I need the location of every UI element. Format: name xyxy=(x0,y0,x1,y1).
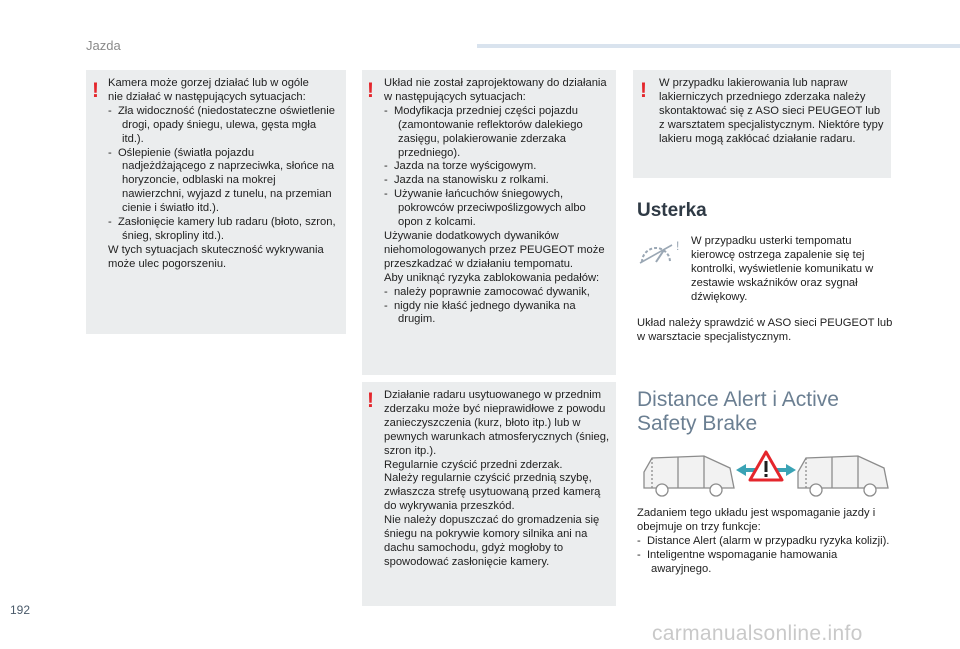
page-number: 192 xyxy=(10,603,31,617)
bullet-item: - Distance Alert (alarm w przypadku ryzyka kolizji). xyxy=(637,535,890,547)
bullet-item: - Używanie łańcuchów śniegowych, pokrowców przeciwpoślizgowych albo opon z kolcami. xyxy=(384,188,586,229)
bullet-item: - Zła widoczność (niedostateczne oświetlenie drogi, opady śniegu, ulewa, gęsta mgła itd.). xyxy=(108,104,335,145)
bullet-item: - Jazda na stanowisku z rolkami. xyxy=(384,174,549,187)
usterka-icon-text: W przypadku usterki tempomatu kierowcę ostrzega zapalenie się tej kontrolki, wyświetlenie komunikatu w zestawie wskaźników oraz sygnał dźwiękowy. xyxy=(691,235,874,303)
rear-car-icon xyxy=(644,456,734,496)
paragraph-line: W tych sytuacjach skuteczność wykrywania może ulec pogorszeniu. xyxy=(108,243,324,270)
bullet-item: - Jazda na torze wyścigowym. xyxy=(384,160,537,173)
camera-warning-text xyxy=(108,77,340,272)
distance-alert-title: Distance Alert i Active Safety Brake xyxy=(637,388,839,435)
warning-icon: ! xyxy=(92,79,99,102)
design-warning-text xyxy=(384,77,612,327)
paragraph-line: W przypadku lakierowania lub napraw lakierniczych przedniego zderzaka należy skontaktować się z ASO sieci PEUGEOT lub z warsztatem specjalistycznym. Niektóre typy lakieru mogą zakłócać działanie radaru. xyxy=(659,77,884,145)
bullet-item: - Zasłonięcie kamery lub radaru (błoto, szron, śnieg, skropliny itd.). xyxy=(108,216,336,242)
paragraph-line: Działanie radaru usytuowanego w przednim zderzaku może być nieprawidłowe z powodu zanieczyszczenia (kurz, błoto itp.) lub w pewnych warunkach atmosferycznych (śnieg, szron itp.). xyxy=(384,389,610,457)
paragraph-line: Kamera może gorzej działać lub w ogóle xyxy=(108,77,309,89)
paragraph-line: Aby uniknąć ryzyka zablokowania pedałów: xyxy=(384,271,600,284)
front-car-icon xyxy=(798,456,888,496)
svg-text:!: ! xyxy=(676,239,680,253)
warning-icon: ! xyxy=(367,389,374,412)
paragraph-line: Nie należy dopuszczać do gromadzenia się śniegu na pokrywie komory silnika ani na dachu samochodu, gdyż mogłoby to spowodować zasłonięcie kamery. xyxy=(384,514,600,568)
paragraph-line: Używanie dodatkowych dywaników niehomologowanych przez PEUGEOT może przeszkadzać w działaniu tempomatu. xyxy=(384,229,605,270)
bullet-item: - należy poprawnie zamocować dywanik, xyxy=(384,285,590,298)
watermark: carmanualsonline.info xyxy=(652,622,863,645)
paragraph-line: nie działać w następujących sytuacjach: xyxy=(108,90,306,103)
paint-warning-text xyxy=(659,77,885,147)
warning-icon: ! xyxy=(367,79,374,102)
radar-warning-text xyxy=(384,389,612,570)
paragraph-line: Regularnie czyścić przedni zderzak. xyxy=(384,458,563,471)
usterka-body: Układ należy sprawdzić w ASO sieci PEUGEOT lub w warsztacie specjalistycznym. xyxy=(637,317,893,343)
usterka-title: Usterka xyxy=(637,200,707,221)
section-header: Jazda xyxy=(86,38,121,53)
distance-alert-intro: Zadaniem tego układu jest wspomaganie jazdy i obejmuje on trzy funkcje: xyxy=(637,507,876,533)
bullet-item: - Oślepienie (światła pojazdu nadjeżdżającego z naprzeciwka, słońce na horyzoncie, odblaski na mokrej nawierzchni, wyjazd z tunelu, na przemian cienie i światło itd.). xyxy=(108,146,335,215)
warning-icon: ! xyxy=(640,79,647,102)
paragraph-line: Układ nie został zaprojektowany do działania w następujących sytuacjach: xyxy=(384,77,607,103)
cruise-control-fault-icon xyxy=(636,236,684,268)
header-accent-bar xyxy=(477,44,960,48)
distance-alert-list xyxy=(637,535,893,577)
bullet-item: - Inteligentne wspomaganie hamowania awaryjnego. xyxy=(637,548,838,575)
collision-warning-icon xyxy=(750,452,782,480)
paragraph-line: Należy regularnie czyścić przednią szybę, zwłaszcza strefę usytuowaną przed kamerą do wykrywania przeszkód. xyxy=(384,472,601,513)
distance-alert-illustration xyxy=(638,450,892,502)
bullet-item: - nigdy nie kłaść jednego dywanika na drugim. xyxy=(384,299,576,326)
bullet-item: - Modyfikacja przedniej części pojazdu (zamontowanie reflektorów dalekiego zasięgu, polakierowanie zderzaka przedniego). xyxy=(384,104,583,159)
